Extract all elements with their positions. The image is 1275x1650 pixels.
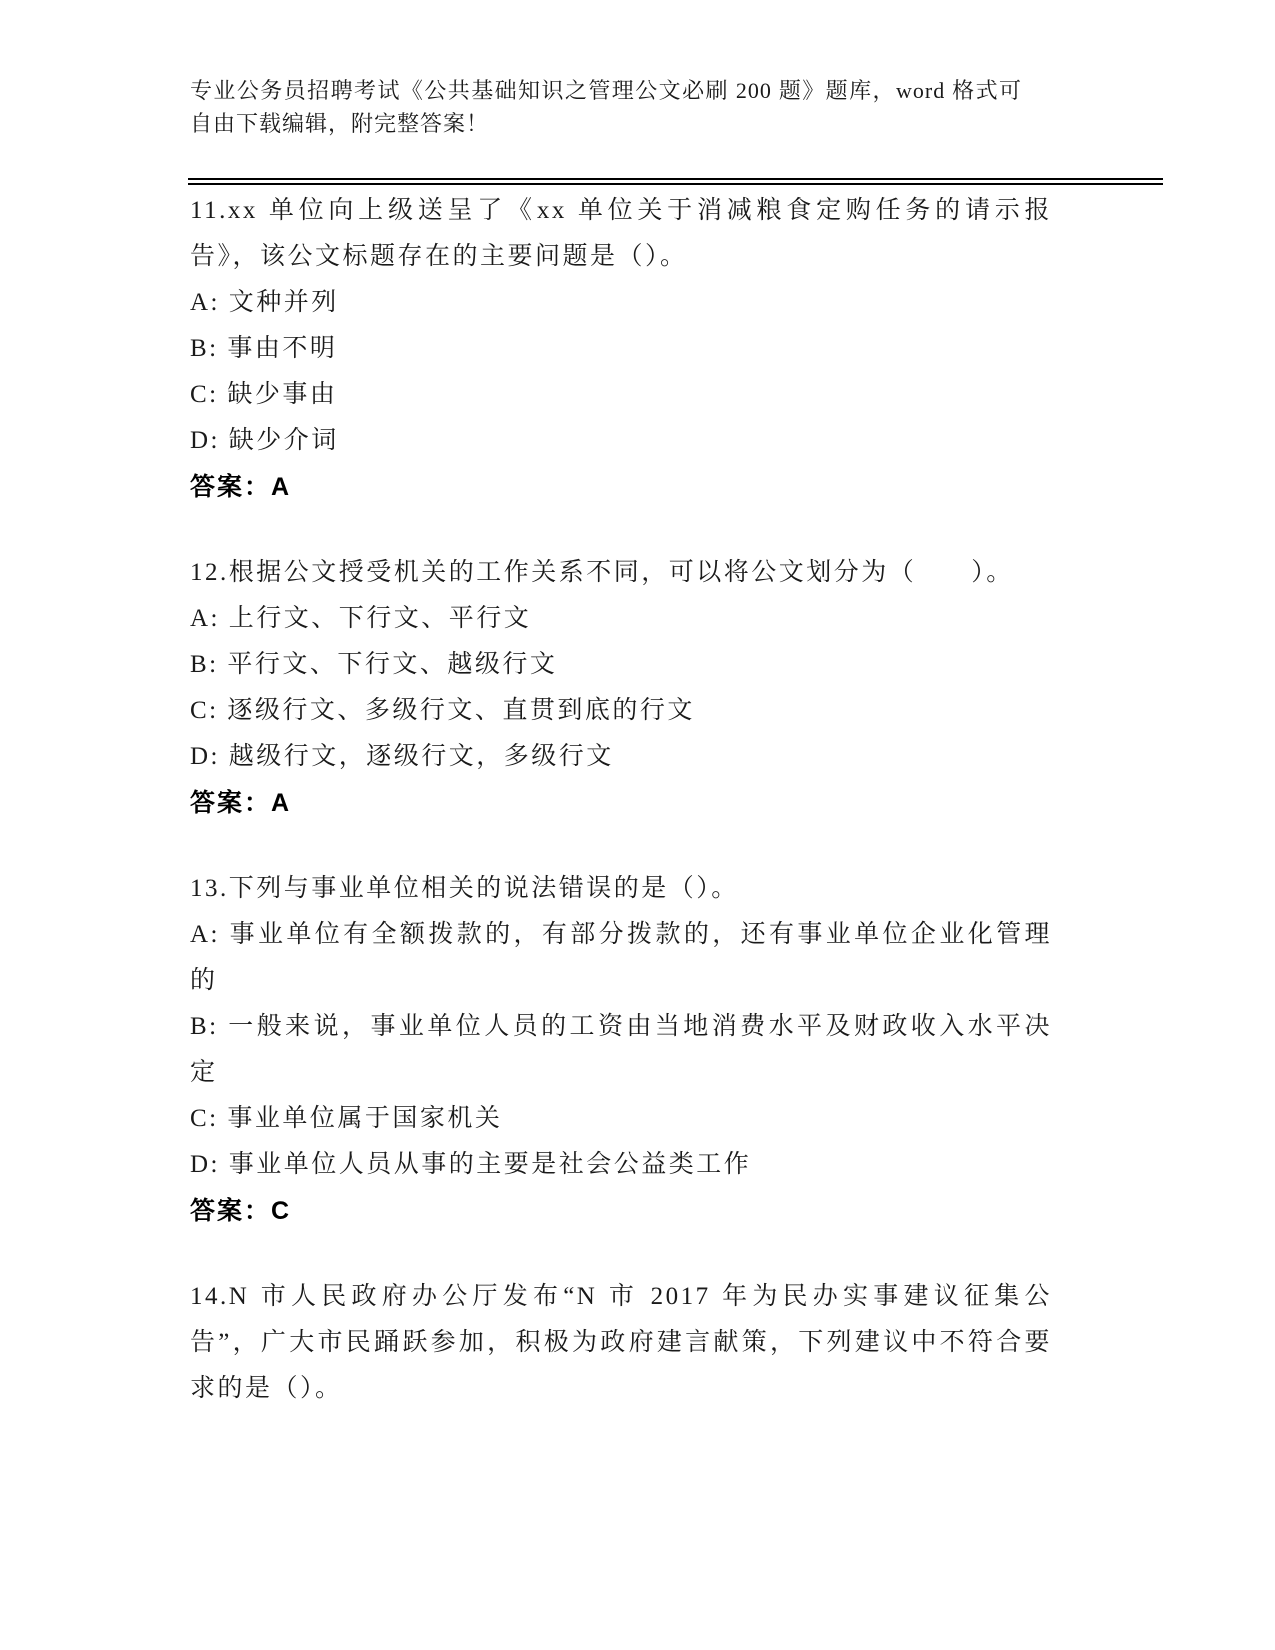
option-a: A: 文种并列: [190, 289, 339, 316]
answer-line: 答案：C: [190, 1197, 292, 1225]
question-text: 11.xx 单位向上级送呈了《xx 单位关于消减粮食定购任务的请示报告》，该公文标题存在的主要问题是（）。: [190, 197, 1052, 270]
option-d: D: 事业单位人员从事的主要是社会公益类工作: [190, 1151, 752, 1178]
option-b: B: 一般来说，事业单位人员的工资由当地消费水平及财政收入水平决定: [190, 1013, 1052, 1086]
option-a: A: 上行文、下行文、平行文: [190, 605, 532, 632]
answer-line: 答案：A: [190, 473, 292, 501]
question-list: [190, 188, 1052, 1412]
option-a: A: 事业单位有全额拨款的，有部分拨款的，还有事业单位企业化管理的: [190, 921, 1052, 994]
question-block-14: [190, 1274, 1052, 1412]
question-text: 14.N 市人民政府办公厅发布“N 市 2017 年为民办实事建议征集公告”，广大市民踊跃参加，积极为政府建言献策，下列建议中不符合要求的是（）。: [190, 1283, 1052, 1402]
option-b: B: 事由不明: [190, 335, 338, 362]
option-d: D: 缺少介词: [190, 427, 339, 454]
option-c: C: 逐级行文、多级行文、直贯到底的行文: [190, 697, 695, 724]
page-header-text: 专业公务员招聘考试《公共基础知识之管理公文必刷 200 题》题库，word 格式可自由下载编辑，附完整答案！: [190, 78, 1022, 136]
question-block-11: [190, 188, 1052, 510]
answer-line: 答案：A: [190, 789, 292, 817]
option-c: C: 缺少事由: [190, 381, 338, 408]
option-c: C: 事业单位属于国家机关: [190, 1105, 503, 1132]
header-divider: [188, 178, 1163, 185]
option-b: B: 平行文、下行文、越级行文: [190, 651, 558, 678]
question-text: 13.下列与事业单位相关的说法错误的是（）。: [190, 875, 739, 902]
question-text: 12.根据公文授受机关的工作关系不同，可以将公文划分为（ ）。: [190, 559, 1014, 586]
option-d: D: 越级行文，逐级行文，多级行文: [190, 743, 614, 770]
question-block-13: [190, 866, 1052, 1234]
question-block-12: [190, 550, 1052, 826]
